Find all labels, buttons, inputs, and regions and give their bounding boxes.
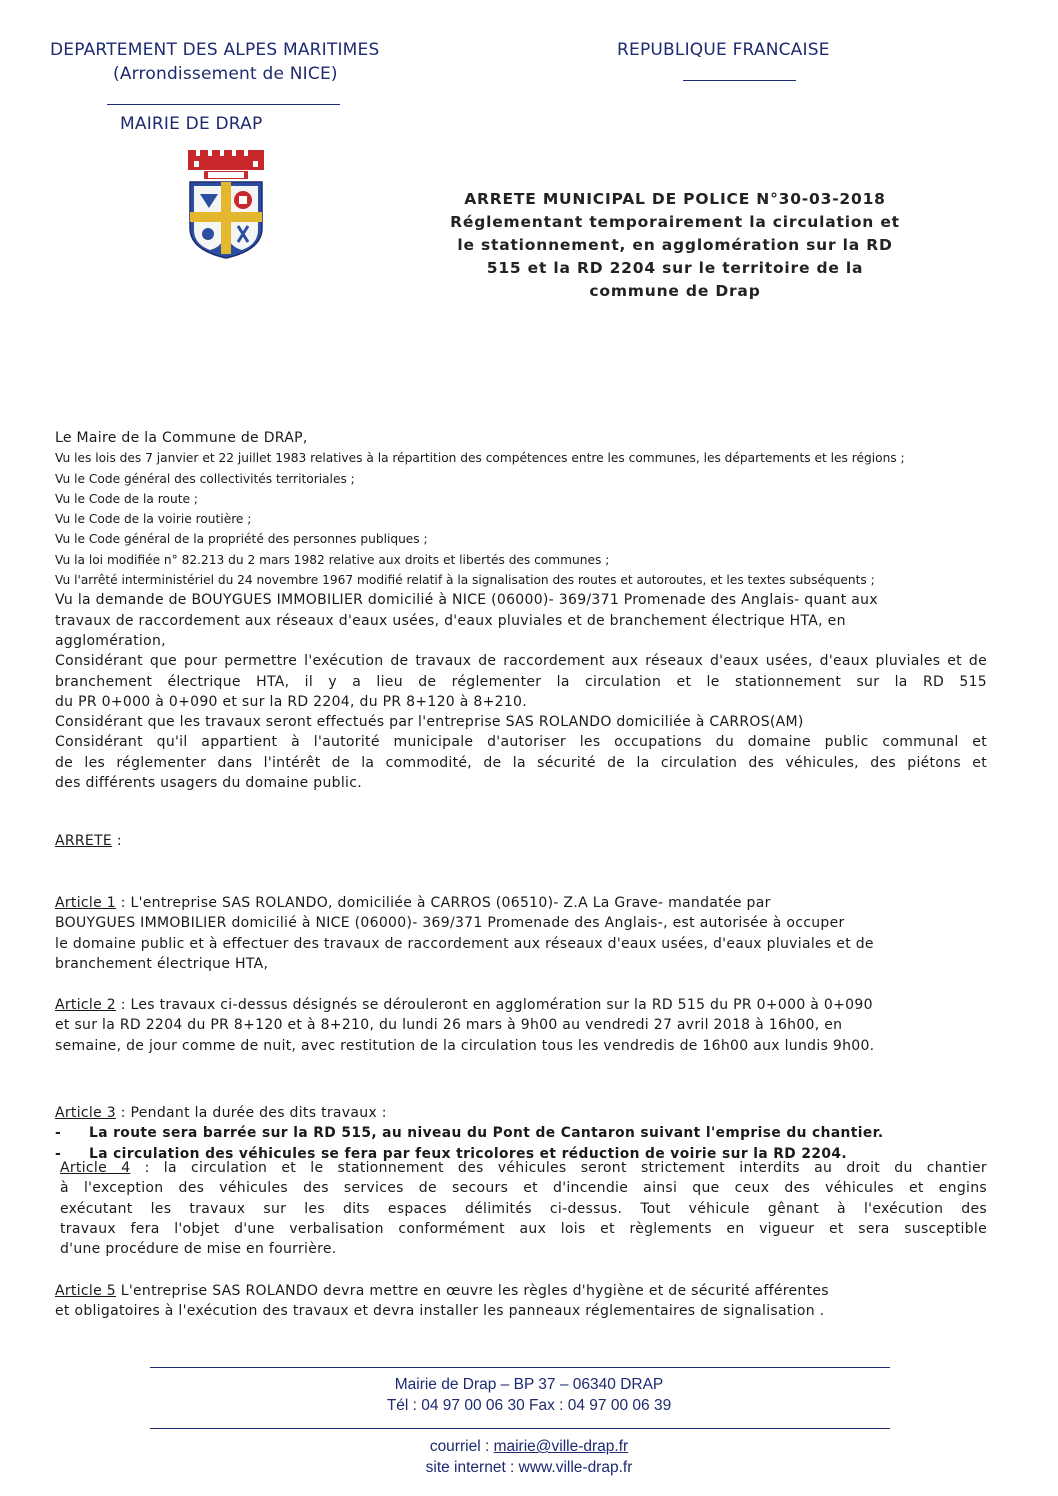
town-crest-icon (186, 150, 266, 260)
header-divider-right (683, 80, 796, 81)
article-text: et obligatoires à l'exécution des travaux et devra installer les panneaux réglementaires de signalisation . (55, 1303, 825, 1320)
decree-title-line: commune de Drap (589, 282, 761, 300)
vu-item: Vu le Code général de la propriété des personnes publiques ; (55, 532, 428, 547)
decree-title-line: le stationnement, en agglomération sur la RD (457, 236, 893, 254)
article-text: à l'exception des véhicules des services de secours et d'incendie ainsi que ceux des véhicules et engins (60, 1180, 987, 1197)
courriel-label: courriel : (429, 1438, 494, 1455)
article-label: Article 5 (55, 1283, 116, 1299)
vu-item: Vu les lois des 7 janvier et 22 juillet 1983 relatives à la répartition des compétences entre les communes, les départements et les régions ; (55, 451, 905, 466)
decree-title-line: 515 et la RD 2204 sur le territoire de la (486, 259, 864, 277)
article-bullet: La circulation des véhicules se fera par feux tricolores et réduction de voirie sur la RD 2204. (89, 1145, 847, 1162)
bullet-dash: - (55, 1125, 62, 1142)
article-text: d'une procédure de mise en fourrière. (60, 1241, 337, 1258)
vu-item: Vu l'arrêté interministériel du 24 novembre 1967 modifié relatif à la signalisation des routes et autoroutes, et les textes subséquents ; (55, 573, 875, 588)
article-text: L'entreprise SAS ROLANDO devra mettre en œuvre les règles d'hygiène et de sécurité afférentes (115, 1283, 829, 1299)
vu-item: Vu le Code de la route ; (55, 491, 198, 506)
considerant-line: du PR 0+000 à 0+090 et sur la RD 2204, du PR 8+120 à 8+210. (55, 693, 527, 710)
article-label: Article 2 (55, 997, 116, 1013)
department-name: DEPARTEMENT DES ALPES MARITIMES (50, 40, 380, 60)
vu-item: Vu le Code de la voirie routière ; (55, 512, 252, 527)
republique-label: REPUBLIQUE FRANCAISE (617, 40, 830, 60)
maire-intro: Le Maire de la Commune de DRAP, (55, 430, 308, 446)
footer-phone: Tél : 04 97 00 06 30 Fax : 04 97 00 06 39 (386, 1397, 672, 1414)
article-text: le domaine public et à effectuer des travaux de raccordement aux réseaux d'eaux usées, d'eaux pluviales et de (55, 935, 874, 952)
decree-title-line: ARRETE MUNICIPAL DE POLICE N°30-03-2018 (464, 190, 886, 208)
considerant-line: Considérant qu'il appartient à l'autorité municipale d'autoriser les occupations du domaine public communal et (55, 734, 987, 751)
arrete-heading (55, 833, 122, 849)
arrondissement: (Arrondissement de NICE) (113, 64, 338, 84)
article-1 (55, 893, 987, 974)
article-label: Article 3 (55, 1105, 116, 1121)
arrete-label: ARRETE (55, 833, 113, 849)
article-text: branchement électrique HTA, (55, 955, 269, 972)
considerant-line: des différents usagers du domaine public. (55, 775, 362, 792)
considerant-line: branchement électrique HTA, il y a lieu de réglementer la circulation et le stationnement sur la RD 515 (55, 673, 987, 690)
considerant-line: Considérant que pour permettre l'exécution de travaux de raccordement aux réseaux d'eaux usées, d'eaux pluviales et de (55, 653, 987, 670)
preamble (55, 428, 987, 793)
article-text: : Les travaux ci-dessus désignés se dérouleront en agglomération sur la RD 515 du PR 0+000 à 0+090 (115, 997, 873, 1013)
vu-item: Vu la loi modifiée n° 82.213 du 2 mars 1982 relative aux droits et libertés des communes ; (55, 552, 610, 567)
demande-line: Vu la demande de BOUYGUES IMMOBILIER domicilié à NICE (06000)- 369/371 Promenade des Anglais- quant aux (55, 592, 878, 609)
considerant-line: de les réglementer dans l'intérêt de la commodité, de la sécurité de la circulation des véhicules, des piétons et (55, 754, 987, 771)
footer-email (0, 1437, 1058, 1457)
arrete-colon: : (112, 833, 122, 849)
decree-title (430, 188, 920, 303)
bullet-dash: - (55, 1145, 62, 1162)
article-text: BOUYGUES IMMOBILIER domicilié à NICE (06000)- 369/371 Promenade des Anglais-, est autorisée à occuper (55, 915, 845, 932)
email-link[interactable]: mairie@ville-drap.fr (493, 1438, 629, 1455)
article-text: travaux fera l'objet d'une verbalisation conformément aux lois et règlements en vigueur et sera susceptible (60, 1220, 987, 1237)
article-2 (55, 995, 987, 1056)
article-5 (55, 1281, 987, 1322)
vu-item: Vu le Code général des collectivités territoriales ; (55, 471, 355, 486)
header-divider-left (107, 104, 340, 105)
mairie-name: MAIRIE DE DRAP (120, 114, 263, 134)
decree-title-line: Réglementant temporairement la circulation et (450, 213, 900, 231)
considerant-line: Considérant que les travaux seront effectués par l'entreprise SAS ROLANDO domiciliée à CARROS(AM) (55, 714, 804, 731)
demande-line: travaux de raccordement aux réseaux d'eaux usées, d'eaux pluviales et de branchement électrique HTA, en (55, 612, 846, 629)
article-3 (55, 1103, 987, 1164)
footer-divider-bottom (150, 1428, 890, 1429)
article-text: exécutant les travaux sur les dits espaces délimités ci-dessus. Tout véhicule gênant à l'exécution des (60, 1200, 987, 1217)
footer-divider-top (150, 1367, 890, 1368)
article-label: Article 4 (60, 1160, 131, 1176)
article-bullet: La route sera barrée sur la RD 515, au niveau du Pont de Cantaron suivant l'emprise du chantier. (89, 1125, 884, 1142)
article-text: : L'entreprise SAS ROLANDO, domiciliée à CARROS (06510)- Z.A La Grave- mandatée par (115, 895, 771, 911)
article-text: : Pendant la durée des dits travaux : (115, 1105, 387, 1121)
demande-line: agglomération, (55, 632, 166, 649)
footer-website[interactable]: site internet : www.ville-drap.fr (425, 1459, 633, 1476)
footer-address: Mairie de Drap – BP 37 – 06340 DRAP (394, 1376, 664, 1393)
article-4 (60, 1158, 987, 1259)
article-text: et sur la RD 2204 du PR 8+120 et à 8+210, du lundi 26 mars à 9h00 au vendredi 27 avril 2018 à 16h00, en (55, 1017, 843, 1034)
article-text: : la circulation et le stationnement des véhicules seront strictement interdits au droit du chantier (130, 1160, 987, 1176)
article-text: semaine, de jour comme de nuit, avec restitution de la circulation tous les vendredis de 16h00 aux lundis 9h00. (55, 1037, 875, 1054)
article-label: Article 1 (55, 895, 116, 911)
